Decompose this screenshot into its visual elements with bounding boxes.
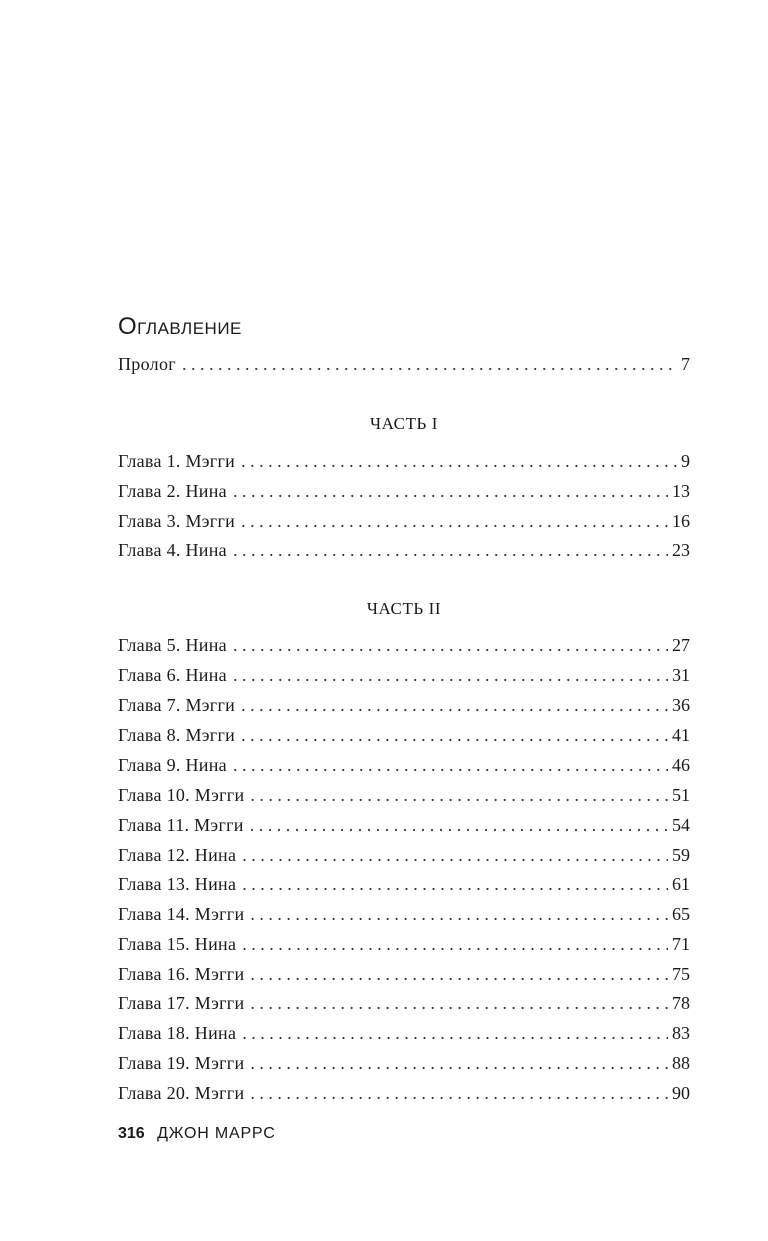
entry-page-number: 90 [672,1083,690,1103]
entry-page-number: 36 [672,695,690,715]
part-heading: ЧАСТЬ II [366,599,442,618]
dot-leader [182,351,677,377]
entry-page-number: 7 [681,354,690,374]
toc-entry [118,1050,690,1076]
dot-leader [241,692,668,718]
toc-entry [118,961,690,987]
toc-entry [118,782,690,808]
toc-entry [118,1080,690,1106]
toc-entry [118,1020,690,1046]
entry-page-number: 75 [672,964,690,984]
toc-entry [118,448,690,474]
entry-label: Пролог [118,354,176,374]
dot-leader [250,990,668,1016]
entry-page-number: 23 [672,540,690,560]
entry-page-number: 78 [672,993,690,1013]
toc-entry [118,722,690,748]
running-author: ДЖОН МАРРС [157,1125,276,1142]
dot-leader [250,961,668,987]
toc-entry [118,692,690,718]
toc-entry-prologue [118,351,690,377]
entry-label: Глава 10. Мэгги [118,785,245,805]
entry-label: Глава 3. Мэгги [118,511,236,531]
entry-label: Глава 4. Нина [118,540,227,560]
entry-page-number: 65 [672,904,690,924]
toc-entry [118,752,690,778]
dot-leader [233,537,668,563]
entry-label: Глава 15. Нина [118,934,237,954]
entry-label: Глава 5. Нина [118,635,227,655]
entry-label: Глава 11. Мэгги [118,815,244,835]
toc-entry [118,871,690,897]
dot-leader [233,662,668,688]
dot-leader [241,722,668,748]
dot-leader [233,478,668,504]
entry-page-number: 51 [672,785,690,805]
entry-label: Глава 14. Мэгги [118,904,245,924]
entry-label: Глава 7. Мэгги [118,695,236,715]
entry-label: Глава 17. Мэгги [118,993,245,1013]
toc-entry [118,842,690,868]
entry-label: Глава 16. Мэгги [118,964,245,984]
toc-title: Оглавление [118,313,242,340]
entry-page-number: 83 [672,1023,690,1043]
toc-entry [118,990,690,1016]
entry-page-number: 13 [672,481,690,501]
dot-leader [233,752,668,778]
toc-entry [118,508,690,534]
toc-entry [118,931,690,957]
toc-entry [118,478,690,504]
entry-label: Глава 8. Мэгги [118,725,236,745]
entry-page-number: 9 [681,451,690,471]
dot-leader [241,448,677,474]
entry-page-number: 16 [672,511,690,531]
entry-page-number: 71 [672,934,690,954]
dot-leader [242,931,668,957]
entry-page-number: 61 [672,874,690,894]
folio-page-number: 316 [118,1125,145,1142]
entry-label: Глава 20. Мэгги [118,1083,245,1103]
entry-page-number: 59 [672,845,690,865]
entry-page-number: 54 [672,815,690,835]
dot-leader [241,508,668,534]
part-heading: ЧАСТЬ I [369,414,439,433]
dot-leader [242,871,668,897]
entry-label: Глава 1. Мэгги [118,451,236,471]
entry-page-number: 88 [672,1053,690,1073]
entry-page-number: 41 [672,725,690,745]
dot-leader [250,812,668,838]
dot-leader [233,632,668,658]
toc-entry [118,537,690,563]
entry-page-number: 27 [672,635,690,655]
entry-label: Глава 6. Нина [118,665,227,685]
entry-label: Глава 19. Мэгги [118,1053,245,1073]
toc-entry [118,632,690,658]
entry-label: Глава 2. Нина [118,481,227,501]
entry-label: Глава 13. Нина [118,874,237,894]
entry-label: Глава 9. Нина [118,755,227,775]
dot-leader [250,901,668,927]
dot-leader [250,1050,668,1076]
entry-label: Глава 18. Нина [118,1023,237,1043]
dot-leader [250,1080,668,1106]
entry-page-number: 46 [672,755,690,775]
toc-entry [118,812,690,838]
toc-entry [118,901,690,927]
page-footer [118,1123,276,1145]
dot-leader [250,782,668,808]
entry-page-number: 31 [672,665,690,685]
toc-entry [118,662,690,688]
dot-leader [242,1020,668,1046]
entry-label: Глава 12. Нина [118,845,237,865]
dot-leader [242,842,668,868]
